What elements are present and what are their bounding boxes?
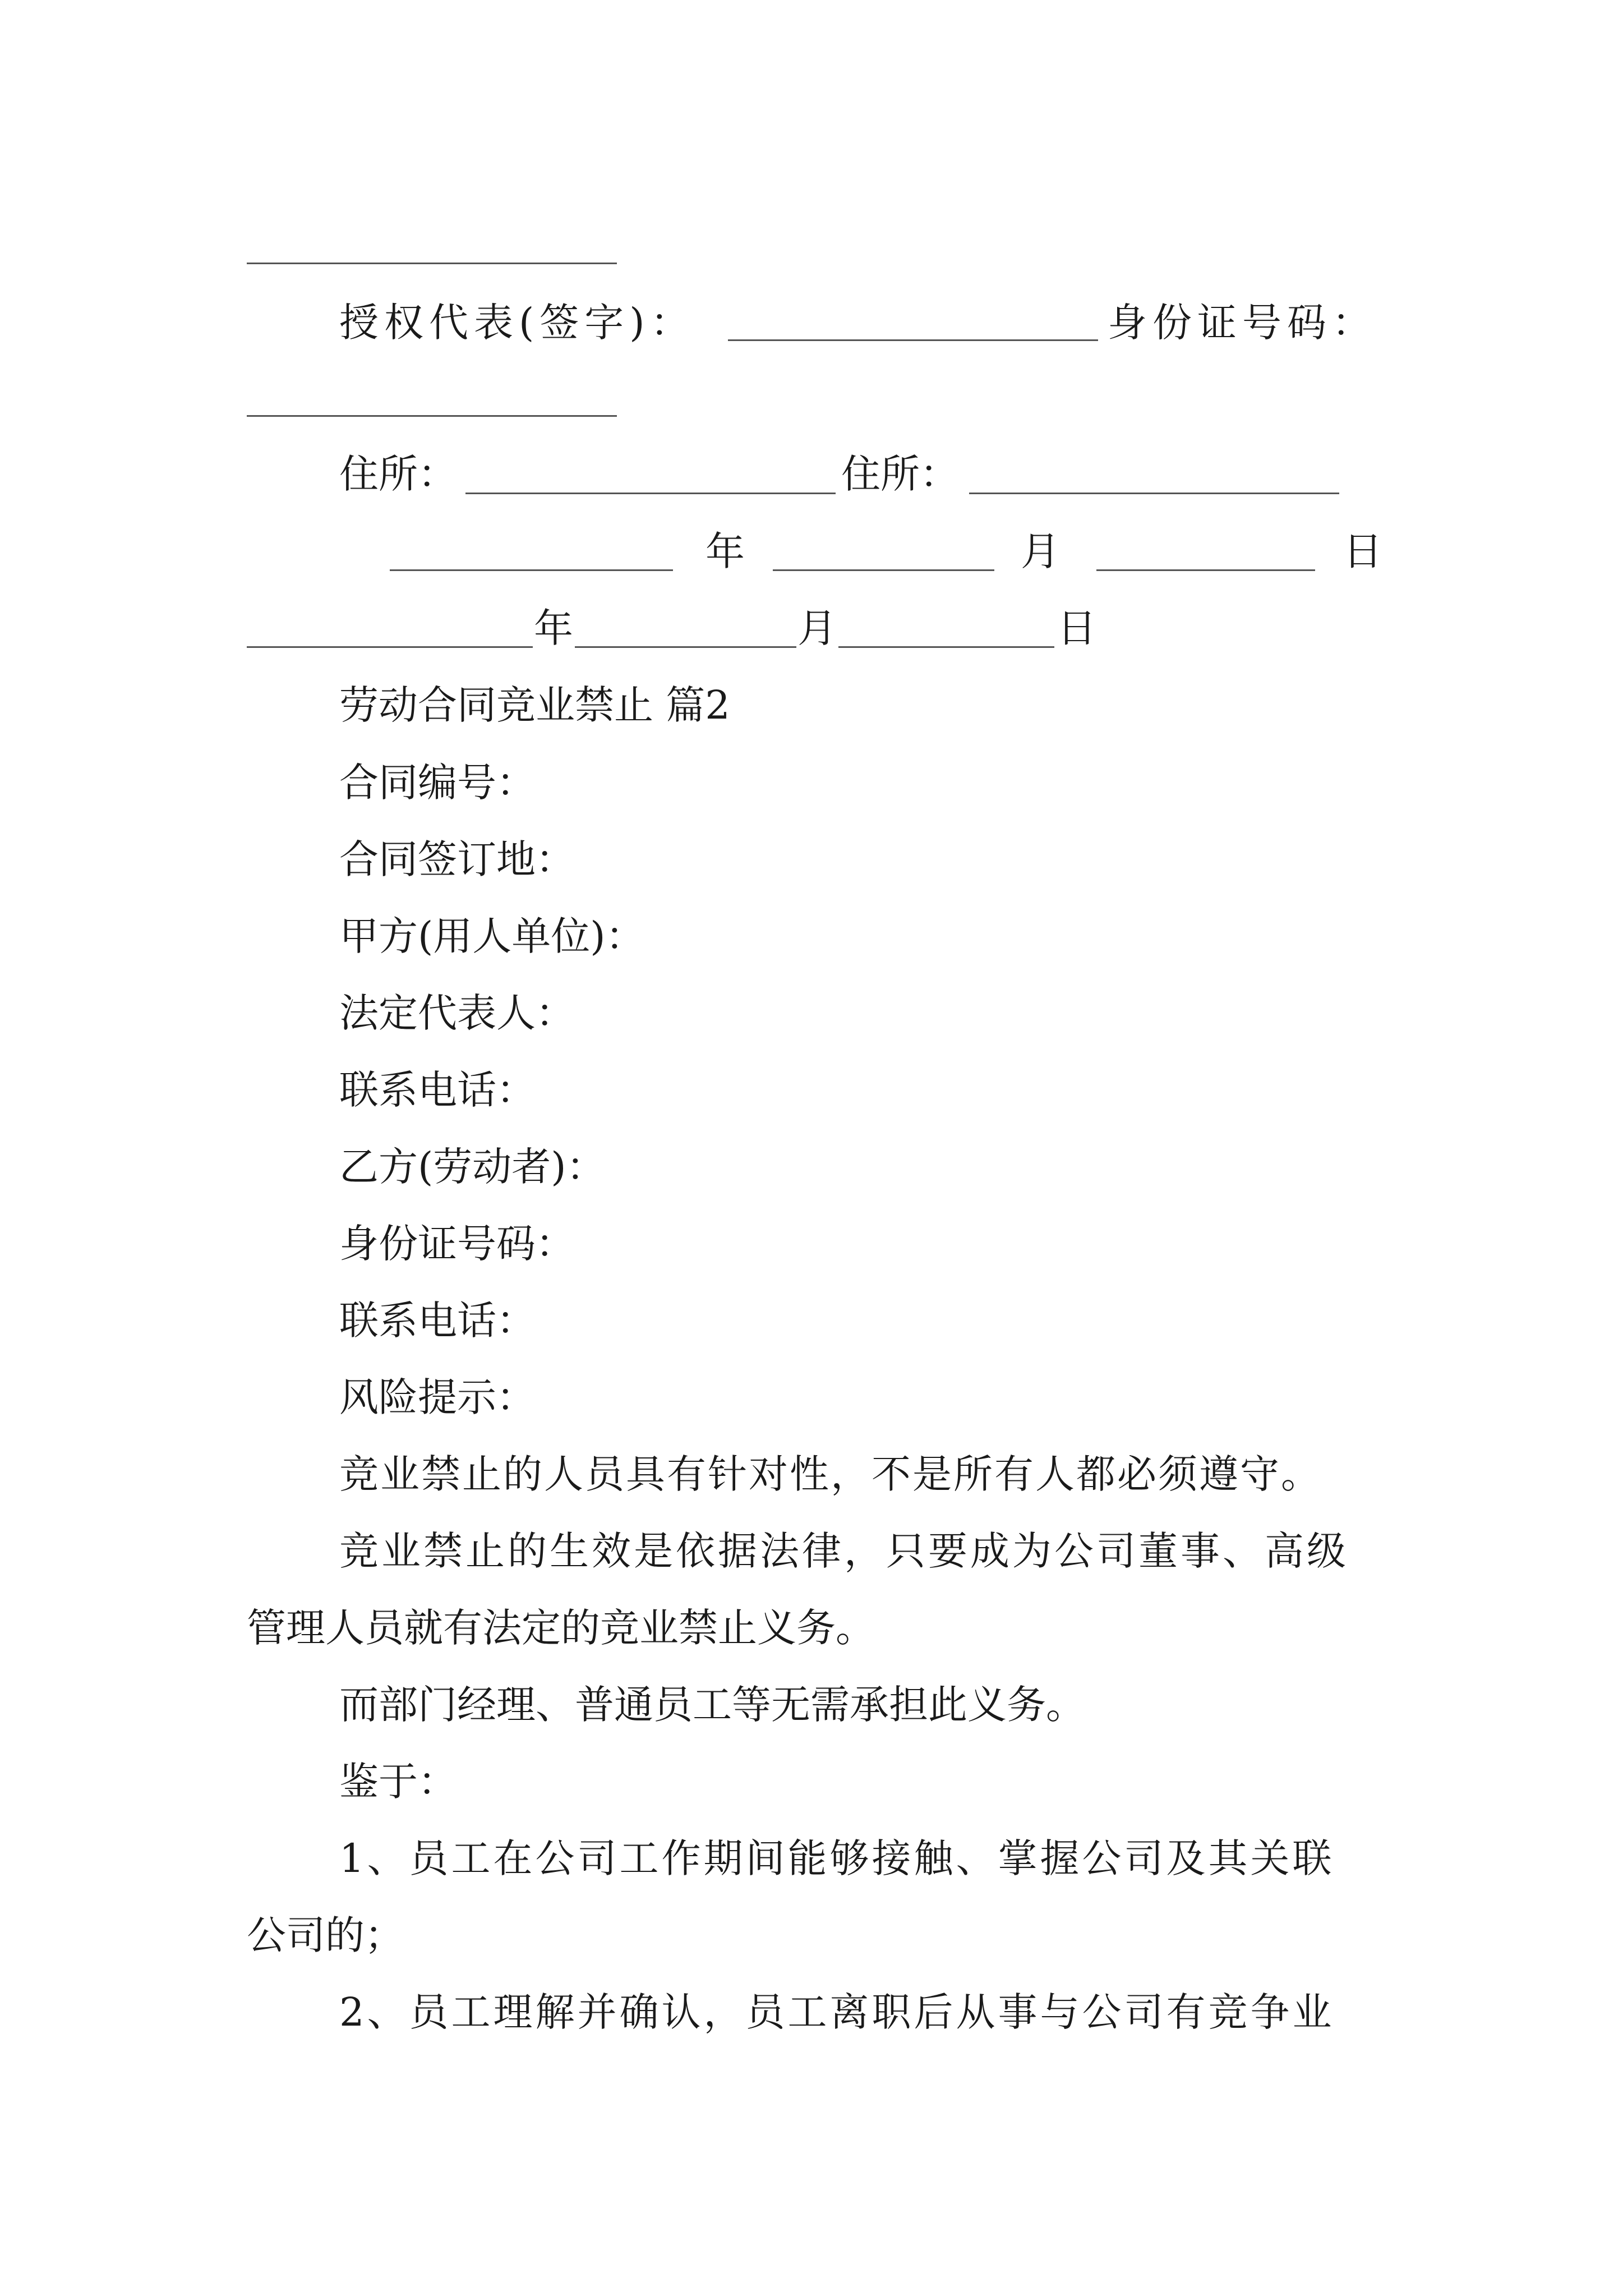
date-month-blank-1 <box>773 569 994 571</box>
paragraph-line <box>339 1987 1335 2037</box>
paragraph-line <box>339 1833 1335 1884</box>
auth-rep-label: 授权代表(签字)： <box>339 300 695 346</box>
paragraph-text: 而部门经理、普通员工等无需承担此义务。 <box>339 1682 1085 1728</box>
field-party-a <box>339 911 645 961</box>
field-label: 乙方(劳动者)： <box>339 1144 606 1190</box>
address-blank-1 <box>465 493 836 494</box>
month-label-2: 月 <box>797 605 837 651</box>
field-contract-number <box>339 757 536 808</box>
field-party-b <box>339 1142 606 1192</box>
date-year-blank-2 <box>247 646 533 648</box>
day-label-1: 日 <box>1343 528 1382 574</box>
paragraph-text: 管理人员就有法定的竞业禁止义务。 <box>247 1605 875 1651</box>
field-label: 风险提示： <box>339 1374 536 1420</box>
signature-auth-row <box>339 297 695 348</box>
paragraph-text: 鉴于： <box>339 1759 457 1805</box>
field-signing-place <box>339 834 575 885</box>
paragraph-text: 竞业禁止的人员具有针对性，不是所有人都必须遵守。 <box>339 1451 1322 1497</box>
field-id-number <box>339 1218 575 1269</box>
paragraph-text: 1、员工在公司工作期间能够接触、掌握公司及其关联 <box>339 1835 1335 1881</box>
date-day-2 <box>1057 603 1096 654</box>
section-title <box>339 680 730 730</box>
section-title-text: 劳动合同竞业禁止 篇2 <box>339 682 730 728</box>
date-year-1 <box>706 526 745 577</box>
paragraph-line <box>339 1756 457 1807</box>
paragraph-line <box>247 1910 404 1961</box>
paragraph-line <box>339 1526 1349 1576</box>
field-label: 合同编号： <box>339 760 536 806</box>
year-label-1: 年 <box>706 528 745 574</box>
address-row-2 <box>841 449 959 499</box>
address-label-1: 住所： <box>339 451 457 497</box>
field-label: 合同签订地： <box>339 836 575 882</box>
id-row <box>1108 297 1377 348</box>
day-label-2: 日 <box>1057 605 1096 651</box>
date-month-2 <box>797 603 837 654</box>
field-phone-a <box>339 1065 536 1115</box>
field-label: 法定代表人： <box>339 990 575 1036</box>
paragraph-line <box>339 1449 1322 1499</box>
field-legal-rep <box>339 988 575 1038</box>
field-risk-notice <box>339 1372 536 1423</box>
address-label-2: 住所： <box>841 451 959 497</box>
date-month-1 <box>1021 526 1060 577</box>
blank-line <box>247 263 617 264</box>
field-label: 联系电话： <box>339 1067 536 1113</box>
date-month-blank-2 <box>575 646 796 648</box>
paragraph-line <box>339 1680 1085 1730</box>
field-label: 身份证号码： <box>339 1221 575 1267</box>
paragraph-text: 2、员工理解并确认，员工离职后从事与公司有竞争业 <box>339 1989 1335 2035</box>
paragraph-line <box>247 1603 875 1653</box>
date-day-blank-2 <box>838 646 1054 648</box>
auth-rep-blank <box>728 339 1098 341</box>
id-blank <box>247 415 617 417</box>
date-year-blank-1 <box>390 569 673 571</box>
month-label-1: 月 <box>1021 528 1060 574</box>
year-label-2: 年 <box>534 605 573 651</box>
date-year-2 <box>534 603 573 654</box>
id-label: 身份证号码： <box>1108 300 1377 346</box>
field-label: 甲方(用人单位)： <box>339 913 645 959</box>
date-day-1 <box>1343 526 1382 577</box>
field-phone-b <box>339 1295 536 1346</box>
address-blank-2 <box>969 493 1339 494</box>
date-day-blank-1 <box>1096 569 1315 571</box>
address-row-1 <box>339 449 457 499</box>
paragraph-text: 公司的； <box>247 1912 404 1958</box>
field-label: 联系电话： <box>339 1297 536 1343</box>
paragraph-text: 竞业禁止的生效是依据法律，只要成为公司董事、高级 <box>339 1528 1349 1574</box>
